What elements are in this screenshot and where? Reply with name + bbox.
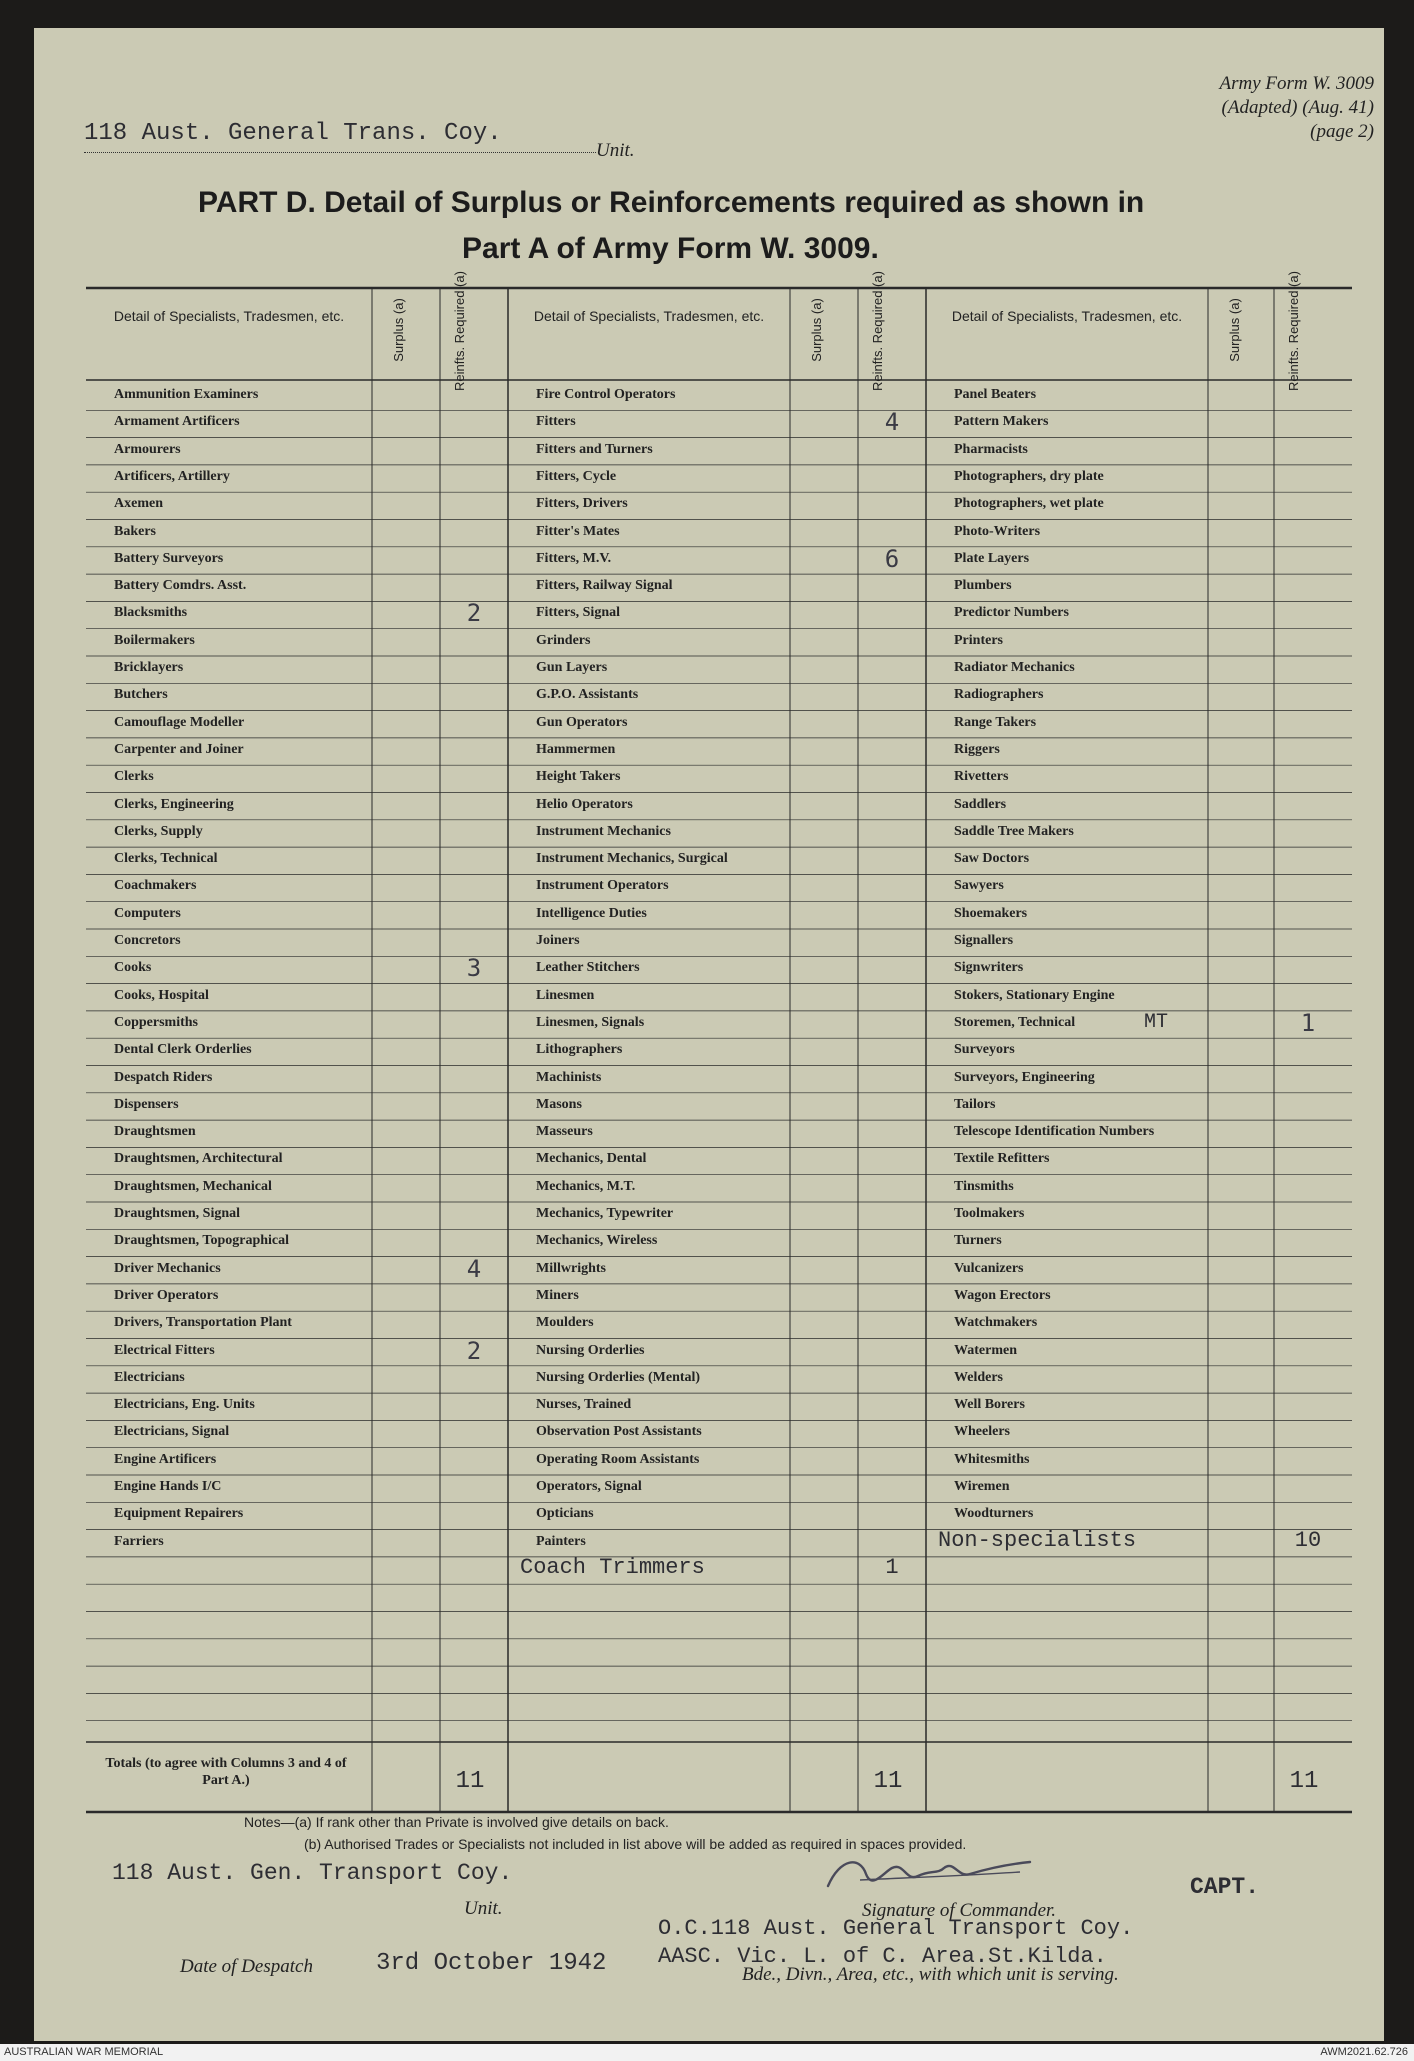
list-item: Opticians	[536, 1506, 594, 1522]
list-item: Gun Operators	[536, 714, 628, 730]
list-item: Sawyers	[954, 878, 1004, 894]
list-item: Woodturners	[954, 1506, 1034, 1522]
list-item: Dental Clerk Orderlies	[114, 1042, 252, 1058]
list-item: Driver Mechanics	[114, 1260, 221, 1276]
list-item: Wiremen	[954, 1479, 1010, 1494]
form-title-line1: PART D. Detail of Surplus or Reinforcements required as shown in	[198, 186, 1145, 219]
header-surplus: Surplus (a)	[391, 298, 406, 362]
list-item: Mechanics, M.T.	[536, 1178, 636, 1194]
form-number-line: (Adapted) (Aug. 41)	[1221, 97, 1374, 118]
oc-line2: AASC. Vic. L. of C. Area.St.Kilda.	[658, 1944, 1107, 1969]
list-item: Well Borers	[954, 1397, 1025, 1413]
form-number	[1220, 72, 1374, 144]
list-item: Hammermen	[536, 741, 616, 757]
list-item: Linesmen, Signals	[536, 1014, 645, 1030]
signature-label: Signature of Commander.	[862, 1900, 1057, 1921]
footer-unit-label: Unit.	[464, 1898, 503, 1919]
list-item: Fitters, Signal	[536, 605, 620, 621]
list-item: Operators, Signal	[536, 1479, 642, 1494]
list-item: Printers	[954, 632, 1003, 648]
list-item: Surveyors	[954, 1042, 1015, 1058]
list-item: Dispensers	[114, 1096, 179, 1112]
list-item: Mechanics, Dental	[536, 1151, 647, 1167]
list-item: Bakers	[114, 523, 156, 539]
list-item: Joiners	[536, 933, 580, 948]
list-item: Wheelers	[954, 1424, 1010, 1440]
list-item: Signwriters	[954, 960, 1024, 976]
reinforcement-value: 3	[466, 954, 482, 983]
list-item: Radiator Mechanics	[954, 660, 1075, 675]
header-detail: Detail of Specialists, Tradesmen, etc.	[533, 308, 765, 324]
list-item: Riggers	[954, 741, 1000, 757]
unit-dotted-line	[84, 152, 596, 153]
column-total: 11	[1289, 1768, 1319, 1795]
list-item: Draughtsmen, Topographical	[114, 1233, 290, 1249]
header-reinforcements: Reinfts. Required (a)	[870, 271, 885, 391]
reinforcement-value: 6	[884, 544, 900, 573]
list-item: Height Takers	[536, 769, 621, 785]
list-item: Vulcanizers	[954, 1260, 1024, 1276]
list-item: Coachmakers	[114, 878, 197, 894]
header-surplus: Surplus (a)	[809, 298, 824, 362]
reinforcement-value: 4	[466, 1254, 482, 1283]
added-trade: Coach Trimmers	[520, 1554, 705, 1580]
bde-label: Bde., Divn., Area, etc., with which unit is serving.	[742, 1964, 1119, 1985]
unit-label: Unit.	[596, 140, 635, 161]
list-item: Clerks, Technical	[114, 851, 218, 867]
form-title-line2: Part A of Army Form W. 3009.	[462, 232, 879, 265]
list-item: Operating Room Assistants	[536, 1451, 700, 1467]
list-item: Photographers, wet plate	[954, 496, 1104, 512]
list-item: Miners	[536, 1287, 579, 1303]
form-number-line: Army Form W. 3009	[1219, 73, 1374, 94]
list-item: Radiographers	[954, 687, 1044, 703]
list-item: Electricians, Signal	[114, 1424, 230, 1440]
entry-note: MT	[1144, 1010, 1169, 1034]
added-trade-value: 10	[1294, 1527, 1322, 1553]
list-item: Boilermakers	[114, 632, 195, 648]
list-item: Saddle Tree Makers	[954, 823, 1074, 839]
list-item: Cooks, Hospital	[114, 987, 209, 1003]
list-item: Butchers	[114, 687, 168, 703]
reinforcement-value: 1	[1300, 1008, 1316, 1037]
list-item: Plumbers	[954, 578, 1012, 594]
header-surplus: Surplus (a)	[1227, 298, 1242, 362]
list-item: Moulders	[536, 1315, 594, 1331]
form-number-line: (page 2)	[1310, 121, 1374, 142]
despatch-date: 3rd October 1942	[376, 1950, 607, 1977]
list-item: Artificers, Artillery	[114, 468, 230, 484]
list-item: Engine Artificers	[114, 1451, 217, 1467]
list-item: Grinders	[536, 632, 591, 648]
list-item: Nursing Orderlies (Mental)	[536, 1369, 701, 1385]
list-item: Axemen	[114, 496, 163, 512]
list-item: Fitter's Mates	[536, 523, 620, 539]
list-item: Saddlers	[954, 796, 1007, 812]
list-item: Masons	[536, 1096, 582, 1112]
list-item: Rivetters	[954, 769, 1009, 785]
list-item: Draughtsmen, Signal	[114, 1206, 241, 1221]
list-item: G.P.O. Assistants	[536, 687, 639, 703]
list-item: Fitters, Railway Signal	[536, 578, 673, 594]
list-item: Armourers	[114, 441, 181, 457]
added-trade-value: 1	[885, 1554, 899, 1580]
list-item: Range Takers	[954, 714, 1037, 730]
list-item: Toolmakers	[954, 1206, 1025, 1221]
reinforcement-value: 2	[466, 1336, 482, 1365]
list-item: Mechanics, Typewriter	[536, 1206, 674, 1221]
header-reinforcements: Reinfts. Required (a)	[452, 271, 467, 391]
list-item: Lithographers	[536, 1042, 623, 1058]
list-item: Electricians, Eng. Units	[114, 1397, 255, 1413]
list-item: Camouflage Modeller	[114, 714, 245, 730]
column-total: 11	[455, 1768, 485, 1795]
note-b: (b) Authorised Trades or Specialists not included in list above will be added as required in spaces provided.	[304, 1836, 967, 1852]
list-item: Instrument Operators	[536, 878, 669, 894]
list-item: Blacksmiths	[114, 605, 188, 621]
list-item: Linesmen	[536, 987, 595, 1003]
list-item: Painters	[536, 1533, 586, 1549]
list-item: Turners	[954, 1233, 1002, 1249]
list-item: Tinsmiths	[954, 1178, 1014, 1194]
list-item: Concretors	[114, 933, 181, 948]
reinforcement-value: 4	[884, 408, 900, 437]
reinforcement-value: 2	[466, 599, 482, 628]
list-item: Telescope Identification Numbers	[954, 1124, 1155, 1140]
header-detail: Detail of Specialists, Tradesmen, etc.	[113, 308, 345, 324]
list-item: Tailors	[954, 1096, 996, 1112]
list-item: Drivers, Transportation Plant	[114, 1315, 292, 1331]
commander-signature	[820, 1852, 1120, 1902]
list-item: Surveyors, Engineering	[954, 1069, 1095, 1085]
list-item: Coppersmiths	[114, 1014, 199, 1030]
list-item: Nurses, Trained	[536, 1397, 632, 1413]
note-a: Notes—(a) If rank other than Private is involved give details on back.	[244, 1814, 669, 1830]
oc-line1: O.C.118 Aust. General Transport Coy.	[658, 1916, 1134, 1941]
list-item: Wagon Erectors	[954, 1287, 1051, 1303]
list-item: Electrical Fitters	[114, 1342, 215, 1358]
list-item: Stokers, Stationary Engine	[954, 987, 1115, 1003]
list-item: Gun Layers	[536, 660, 608, 675]
archive-strip	[0, 2044, 1414, 2061]
list-item: Battery Surveyors	[114, 550, 224, 566]
list-item: Clerks	[114, 769, 154, 785]
list-item: Saw Doctors	[954, 851, 1030, 867]
list-item: Bricklayers	[114, 660, 184, 675]
list-item: Engine Hands I/C	[114, 1479, 222, 1494]
list-item: Observation Post Assistants	[536, 1424, 702, 1440]
archive-name: AUSTRALIAN WAR MEMORIAL	[4, 2046, 164, 2058]
list-item: Cooks	[114, 960, 152, 976]
list-item: Despatch Riders	[114, 1069, 213, 1085]
list-item: Draughtsmen	[114, 1124, 196, 1140]
added-trade: Non-specialists	[938, 1527, 1137, 1553]
list-item: Masseurs	[536, 1124, 593, 1140]
list-item: Electricians	[114, 1369, 185, 1385]
list-item: Nursing Orderlies	[536, 1342, 645, 1358]
list-item: Draughtsmen, Architectural	[114, 1151, 283, 1167]
list-item: Fitters, M.V.	[536, 550, 612, 566]
date-label: Date of Despatch	[180, 1956, 313, 1977]
list-item: Instrument Mechanics, Surgical	[536, 851, 728, 867]
list-item: Fitters and Turners	[536, 441, 653, 457]
list-item: Armament Artificers	[114, 414, 240, 430]
list-item: Pattern Makers	[954, 414, 1049, 430]
list-item: Instrument Mechanics	[536, 823, 671, 839]
list-item: Millwrights	[536, 1260, 606, 1276]
list-item: Equipment Repairers	[114, 1506, 244, 1522]
list-item: Mechanics, Wireless	[536, 1233, 658, 1249]
list-item: Pharmacists	[954, 441, 1028, 457]
list-item: Draughtsmen, Mechanical	[114, 1178, 272, 1194]
header-reinforcements: Reinfts. Required (a)	[1286, 271, 1301, 391]
list-item: Leather Stitchers	[536, 960, 640, 976]
totals-label: Totals (to agree with Columns 3 and 4 of Part A.)	[105, 1756, 347, 1788]
header-detail: Detail of Specialists, Tradesmen, etc.	[951, 308, 1183, 324]
list-item: Ammunition Examiners	[114, 387, 259, 402]
list-item: Clerks, Supply	[114, 823, 203, 839]
archive-reference: AWM2021.62.726	[1320, 2046, 1408, 2058]
list-item: Watchmakers	[954, 1315, 1038, 1331]
form-paper	[34, 28, 1384, 2041]
list-item: Machinists	[536, 1069, 602, 1085]
list-item: Photographers, dry plate	[954, 468, 1104, 484]
list-item: Panel Beaters	[954, 387, 1037, 402]
list-item: Fire Control Operators	[536, 387, 676, 402]
list-item: Intelligence Duties	[536, 905, 647, 921]
list-item: Battery Comdrs. Asst.	[114, 578, 247, 594]
commander-rank: CAPT.	[1190, 1874, 1260, 1900]
list-item: Predictor Numbers	[954, 605, 1069, 621]
list-item: Signallers	[954, 933, 1014, 948]
list-item: Textile Refitters	[954, 1151, 1050, 1167]
list-item: Whitesmiths	[954, 1451, 1030, 1467]
list-item: Computers	[114, 905, 181, 921]
list-item: Fitters	[536, 414, 576, 430]
list-item: Farriers	[114, 1533, 164, 1549]
list-item: Plate Layers	[954, 550, 1030, 566]
list-item: Welders	[954, 1369, 1003, 1385]
list-item: Shoemakers	[954, 905, 1028, 921]
list-item: Fitters, Cycle	[536, 468, 617, 484]
list-item: Watermen	[954, 1342, 1017, 1358]
list-item: Driver Operators	[114, 1287, 219, 1303]
list-item: Storemen, Technical	[954, 1014, 1076, 1030]
list-item: Fitters, Drivers	[536, 496, 628, 512]
list-item: Helio Operators	[536, 796, 633, 812]
footer-unit-typed: 118 Aust. Gen. Transport Coy.	[112, 1860, 513, 1886]
list-item: Carpenter and Joiner	[114, 741, 244, 757]
list-item: Clerks, Engineering	[114, 796, 234, 812]
column-total: 11	[873, 1768, 903, 1795]
list-item: Photo-Writers	[954, 523, 1041, 539]
unit-typed-value: 118 Aust. General Trans. Coy.	[84, 120, 502, 147]
